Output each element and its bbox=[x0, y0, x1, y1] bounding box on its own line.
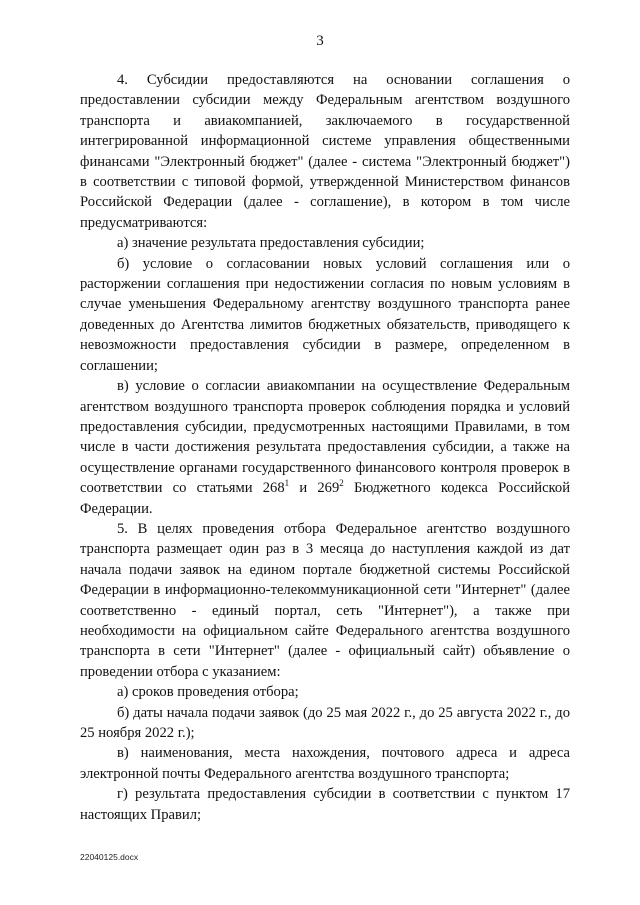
paragraph-5b: б) даты начала подачи заявок (до 25 мая 2022 г., до 25 августа 2022 г., до 25 ноября 2022 г.); bbox=[80, 704, 570, 741]
paragraph-4c bbox=[80, 376, 570, 519]
paragraph-4c-text-3: Бюджетного кодекса Российской Федерации. bbox=[80, 480, 571, 517]
article-269-superscript: 2 bbox=[339, 478, 344, 489]
paragraph-4: 4. Субсидии предоставляются на основании соглашения о предоставлении субсидии между Федеральным агентством воздушного транспорта и авиакомпанией, заключаемого в государственной интегрированной информационной системе управления общественными финансами "Электронный бюджет" (далее - система "Электронный бюджет") в соответствии с типовой формой, утвержденной Министерством финансов Российской Федерации (далее - соглашение), в котором в том числе предусматриваются: bbox=[80, 72, 570, 231]
paragraph-4b: б) условие о согласовании новых условий соглашения или о расторжении соглашения при недостижении согласия по новым условиям в случае уменьшения Федеральному агентству воздушного транспорта ранее доведенных до Агентства лимитов бюджетных обязательств, приводящего к невозможности предоставления субсидии в размере, определенном в соглашении; bbox=[80, 255, 570, 374]
article-268-superscript: 1 bbox=[284, 478, 290, 489]
paragraph-4c-text: в) условие о согласии авиакомпании на осуществление Федеральным агентством воздушного транспорта проверок соблюдения порядка и условий предоставления субсидии, предусмотренных настоящими Правилами, в том числе в части достижения результата предоставления субсидии, а также на осуществление органами государственного финансового контроля проверок в соответствии со статьями 268 bbox=[80, 378, 570, 497]
paragraph-5: 5. В целях проведения отбора Федеральное агентство воздушного транспорта размещает один раз в 3 месяца до наступления каждой из дат начала подачи заявок на едином портале бюджетной системы Российской Федерации в информационно-телекоммуникационной сети "Интернет" (далее соответственно - единый портал, сеть "Интернет"), а также при необходимости на официальном сайте Федерального агентства воздушного транспорта в сети "Интернет" (далее - официальный сайт) объявление о проведении отбора с указанием: bbox=[80, 520, 570, 680]
paragraph-5c: в) наименования, места нахождения, почтового адреса и адреса электронной почты Федерального агентства воздушного транспорта; bbox=[80, 745, 570, 782]
page-number: 3 bbox=[316, 33, 324, 49]
document-filename: 22040125.docx bbox=[80, 852, 139, 862]
paragraph-4a: а) значение результата предоставления субсидии; bbox=[117, 235, 425, 252]
paragraph-5d: г) результата предоставления субсидии в соответствии с пунктом 17 настоящих Правил; bbox=[80, 786, 570, 823]
document-body bbox=[80, 70, 570, 825]
paragraph-4c-text-2: и 269 bbox=[289, 480, 340, 497]
paragraph-5a: а) сроков проведения отбора; bbox=[117, 684, 299, 701]
